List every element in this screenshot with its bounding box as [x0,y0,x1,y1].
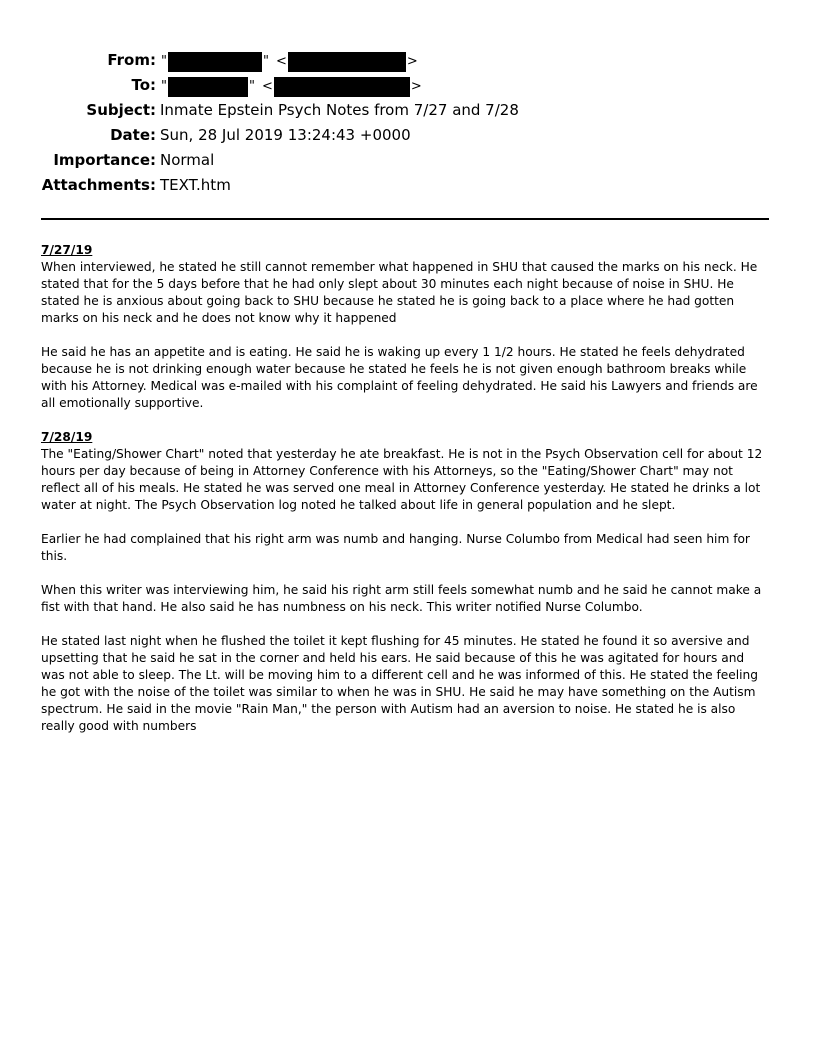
to-open-quote: " [161,79,167,94]
redacted-sender-email [288,52,406,72]
from-value [156,49,419,74]
subject-value: Inmate Epstein Psych Notes from 7/27 and 7/28 [160,101,519,119]
from-row [0,48,816,73]
note-paragraph: He said he has an appetite and is eating. He said he is waking up every 1 1/2 hours. He stated he feels dehydrated because he is not drinking enough water because he stated he feels he is not given enough bathroom breaks while with his Attorney. Medical was e-mailed with his complaint of feeling dehydrated. He said his Lawyers and friends are all emotionally supportive. [41,345,758,410]
redacted-recipient-email [274,77,410,97]
note-section-0727 [41,242,771,412]
to-lt: < [261,79,273,94]
note-paragraph: The "Eating/Shower Chart" noted that yesterday he ate breakfast. He is not in the Psych Observation cell for about 12 hours per day because of being in Attorney Conference with his Attorneys, so the "Eating/Shower Chart" may not reflect all of his meals. He stated he was served one meal in Attorney Conference yesterday. He stated he drinks a lot water at night. The Psych Observation log noted he talked about life in general population and he slept. [41,447,763,512]
note-paragraph: When this writer was interviewing him, he said his right arm still feels somewhat numb and he said he cannot make a fist with that hand. He also said he has numbness on his neck. This writer notified Nurse Columbo. [41,583,762,614]
email-body [41,242,771,752]
note-paragraph: When interviewed, he stated he still cannot remember what happened in SHU that caused the marks on his neck. He stated that for the 5 days before that he had only slept about 30 minutes each night because of noise in SHU. He stated he is anxious about going back to SHU because he stated he is going back to a place where he had gotten marks on his neck and he does not know why it happened [41,260,758,325]
note-paragraph: He stated last night when he flushed the toilet it kept flushing for 45 minutes. He stated he found it so aversive and upsetting that he said he sat in the corner and held his ears. He said because of this he was agitated for hours and was not able to sleep. The Lt. will be moving him to a different cell and he was informed of this. He stated the feeling he got with the noise of the toilet was similar to when he was in SHU. He said he may have something on the Autism spectrum. He said in the movie "Rain Man," the person with Autism had an aversion to noise. He stated he is also really good with numbers [41,634,759,733]
redacted-recipient-name [168,77,248,97]
from-gt: > [406,54,418,69]
from-open-quote: " [161,54,167,69]
from-close-quote: " [262,54,269,69]
date-label: Date: [110,126,156,144]
redacted-sender-name [168,52,262,72]
email-header [0,48,816,198]
to-row [0,73,816,98]
importance-value: Normal [160,151,215,169]
date-row [0,123,816,148]
to-gt: > [410,79,422,94]
to-close-quote: " [248,79,255,94]
subject-label: Subject: [86,101,156,119]
subject-row [0,98,816,123]
attachments-value: TEXT.htm [160,176,231,194]
to-label: To: [131,76,156,94]
header-divider [41,218,769,220]
from-lt: < [275,54,287,69]
note-date-heading: 7/27/19 [41,243,93,257]
from-label: From: [107,51,156,69]
attachments-row [0,173,816,198]
note-paragraph: Earlier he had complained that his right arm was numb and hanging. Nurse Columbo from Medical had seen him for this. [41,532,750,563]
to-value [156,74,423,99]
note-section-0728 [41,429,771,735]
attachments-label: Attachments: [41,176,156,194]
importance-row [0,148,816,173]
date-value: Sun, 28 Jul 2019 13:24:43 +0000 [160,126,411,144]
importance-label: Importance: [53,151,156,169]
note-date-heading: 7/28/19 [41,430,93,444]
